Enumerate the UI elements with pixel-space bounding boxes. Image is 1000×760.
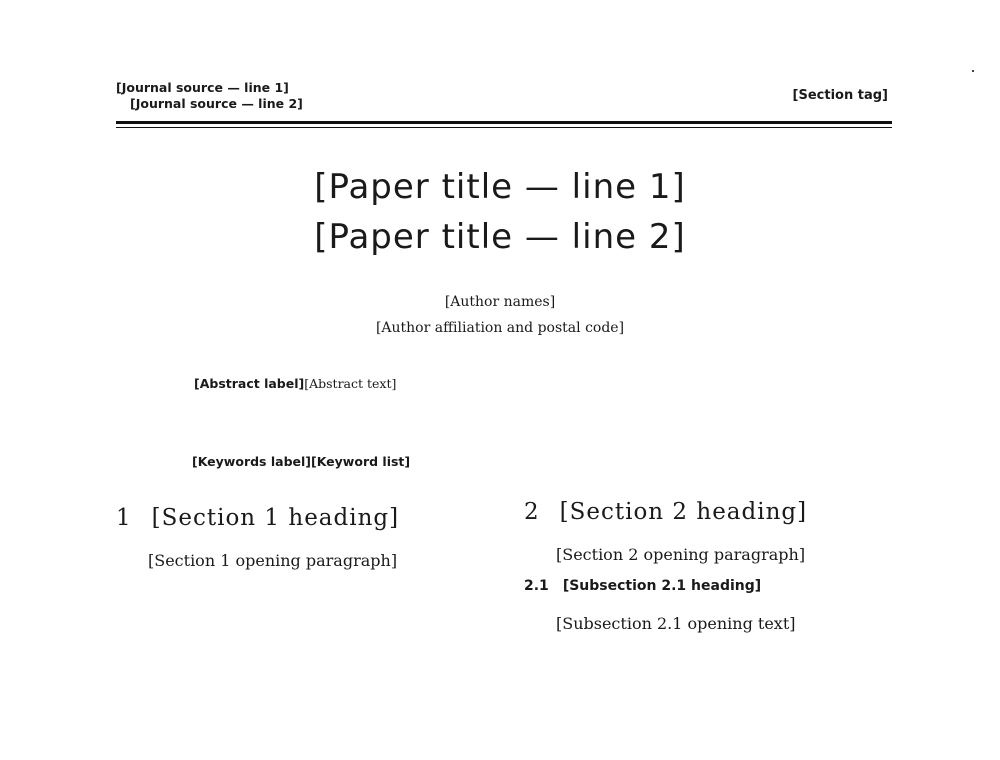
abstract-label: [Abstract label] [194, 376, 305, 391]
subsection-2-1-number: 2.1 [524, 578, 549, 594]
scan-speck [972, 70, 974, 72]
section-1-number: 1 [116, 505, 132, 531]
section-tag: [Section tag] [792, 88, 888, 103]
right-column [524, 494, 896, 640]
keywords-text: [Keyword list] [311, 454, 411, 469]
section-1-title: [Section 1 heading] [151, 505, 400, 531]
header-rule-thin [116, 127, 892, 128]
paper-title [0, 162, 1000, 262]
abstract [166, 372, 856, 395]
paper-title-line2: [Paper title — line 2] [314, 217, 686, 257]
section-2-number: 2 [524, 499, 540, 525]
section-1-paragraph: [Section 1 opening paragraph] [148, 551, 398, 570]
section-2-paragraph: [Section 2 opening paragraph] [556, 545, 806, 564]
keywords [192, 454, 852, 469]
paper-title-line1: [Paper title — line 1] [314, 167, 686, 207]
affiliation: [Author affiliation and postal code] [375, 320, 625, 336]
section-2-heading [524, 494, 896, 530]
journal-source-line2: [Journal source — line 2] [130, 96, 303, 111]
journal-source [116, 80, 303, 112]
abstract-text: [Abstract text] [304, 376, 397, 391]
subsection-2-1-title: [Subsection 2.1 heading] [562, 578, 762, 594]
header-rule-thick [116, 121, 892, 124]
section-2-title: [Section 2 heading] [559, 499, 808, 525]
left-column [116, 500, 492, 577]
authors: [Author names] [444, 294, 556, 310]
subsection-2-1-heading [524, 573, 896, 599]
journal-source-line1: [Journal source — line 1] [116, 80, 289, 95]
subsection-2-1-paragraph: [Subsection 2.1 opening text] [556, 614, 796, 633]
section-1-heading [116, 500, 492, 536]
keywords-label: [Keywords label] [192, 454, 311, 469]
